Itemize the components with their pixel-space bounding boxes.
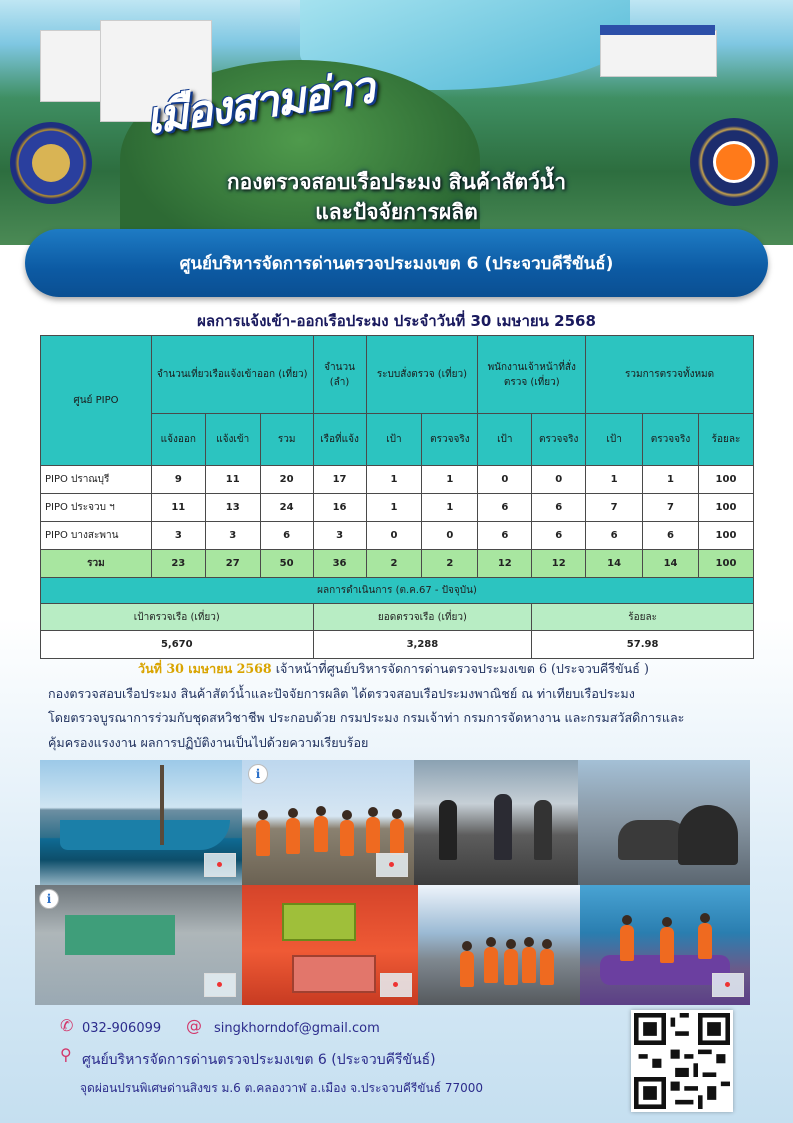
sub-header: เป้า bbox=[586, 414, 643, 466]
cell: 3 bbox=[313, 522, 366, 550]
cell: 1 bbox=[643, 466, 699, 494]
phone-icon: ✆ bbox=[60, 1016, 74, 1035]
photo-boat-deck bbox=[580, 885, 750, 1005]
info-icon: i bbox=[39, 889, 59, 909]
sub-header: ตรวจจริง bbox=[422, 414, 478, 466]
cell: 14 bbox=[643, 550, 699, 578]
qr-code-pattern bbox=[634, 1013, 730, 1109]
cell: 6 bbox=[586, 522, 643, 550]
cell: 0 bbox=[478, 466, 532, 494]
cell: 17 bbox=[313, 466, 366, 494]
total-row bbox=[41, 550, 754, 578]
cell: 24 bbox=[260, 494, 313, 522]
cell: 27 bbox=[205, 550, 260, 578]
cell: 50 bbox=[260, 550, 313, 578]
cell: 1 bbox=[366, 466, 422, 494]
results-value-inspected: 3,288 bbox=[313, 631, 532, 659]
total-label: รวม bbox=[41, 550, 152, 578]
location-stamp bbox=[204, 973, 236, 997]
hotel-building bbox=[600, 30, 717, 77]
photo-team-on-pier bbox=[418, 885, 580, 1005]
paragraph-line: โดยตรวจบูรณาการร่วมกับชุดสหวิชาชีพ ประกอบด้วย กรมประมง กรมเจ้าท่า กรมการจัดหางาน และกรมสวัสดิการและ bbox=[48, 710, 685, 725]
cell: 0 bbox=[532, 466, 586, 494]
hotel-roof bbox=[600, 25, 715, 35]
cell: 13 bbox=[205, 494, 260, 522]
row-name: PIPO ปราณบุรี bbox=[41, 466, 152, 494]
photo-officers-group bbox=[242, 760, 414, 885]
cell: 12 bbox=[478, 550, 532, 578]
office-address: จุดผ่อนปรนพิเศษด่านสิงขร ม.6 ต.คลองวาฬ อ.เมือง จ.ประจวบคีรีขันธ์ 77000 bbox=[80, 1081, 484, 1095]
paragraph-text: เจ้าหน้าที่ศูนย์บริหารจัดการด่านตรวจประมงเขต 6 (ประจวบคีรีขันธ์ ) bbox=[271, 661, 649, 676]
photo-catch-crates bbox=[242, 885, 418, 1005]
sub-header: ตรวจจริง bbox=[532, 414, 586, 466]
row-name: PIPO บางสะพาน bbox=[41, 522, 152, 550]
email-icon: @ bbox=[186, 1016, 202, 1035]
cell: 0 bbox=[366, 522, 422, 550]
cell: 6 bbox=[643, 522, 699, 550]
daily-report-table bbox=[40, 335, 754, 659]
cell: 20 bbox=[260, 466, 313, 494]
table-row bbox=[41, 522, 754, 550]
cell: 11 bbox=[151, 494, 205, 522]
script-logo-text: เมืองสามอ่าว bbox=[142, 62, 376, 145]
cell: 6 bbox=[532, 494, 586, 522]
results-header-inspected: ยอดตรวจเรือ (เที่ยว) bbox=[313, 604, 532, 631]
cell: 12 bbox=[532, 550, 586, 578]
cell: 2 bbox=[422, 550, 478, 578]
cell: 6 bbox=[478, 522, 532, 550]
sub-header: แจ้งเข้า bbox=[205, 414, 260, 466]
col-header-vessels: จำนวน (ลำ) bbox=[313, 336, 366, 414]
cell: 23 bbox=[151, 550, 205, 578]
sub-header: เรือที่แจ้ง bbox=[313, 414, 366, 466]
table-row bbox=[41, 466, 754, 494]
col-header-officer: พนักงานเจ้าหน้าที่สั่งตรวจ (เที่ยว) bbox=[478, 336, 586, 414]
photo-document-check bbox=[578, 760, 750, 885]
cell: 7 bbox=[586, 494, 643, 522]
photo-pier-inspection bbox=[414, 760, 578, 885]
cell: 100 bbox=[698, 466, 753, 494]
cell: 3 bbox=[205, 522, 260, 550]
photo-fishing-boat bbox=[40, 760, 242, 885]
location-pin-icon: ⚲ bbox=[60, 1045, 72, 1064]
col-header-notify: จำนวนเที่ยวเรือแจ้งเข้าออก (เที่ยว) bbox=[151, 336, 313, 414]
photo-fish-hold bbox=[35, 885, 242, 1005]
email-address[interactable]: singkhorndof@gmail.com bbox=[214, 1021, 380, 1036]
location-stamp bbox=[712, 973, 744, 997]
paragraph-line: กองตรวจสอบเรือประมง สินค้าสัตว์น้ำและปัจจัยการผลิต ได้ตรวจสอบเรือประมงพาณิชย์ ณ ท่าเทียบเรือประมง bbox=[48, 685, 635, 701]
col-header-total: รวมการตรวจทั้งหมด bbox=[586, 336, 754, 414]
col-header-system: ระบบสั่งตรวจ (เที่ยว) bbox=[366, 336, 478, 414]
cell: 1 bbox=[366, 494, 422, 522]
paragraph-line bbox=[48, 657, 758, 682]
cell: 9 bbox=[151, 466, 205, 494]
center-name-banner: ศูนย์บริหารจัดการด่านตรวจประมงเขต 6 (ประจวบคีรีขันธ์) bbox=[25, 229, 768, 297]
results-header-target: เป้าตรวจเรือ (เที่ยว) bbox=[41, 604, 314, 631]
cell: 100 bbox=[698, 494, 753, 522]
cell: 16 bbox=[313, 494, 366, 522]
cell: 6 bbox=[532, 522, 586, 550]
cell: 3 bbox=[151, 522, 205, 550]
phone-number[interactable]: 032-906099 bbox=[82, 1021, 162, 1036]
cell: 14 bbox=[586, 550, 643, 578]
sub-header: รวม bbox=[260, 414, 313, 466]
office-name: ศูนย์บริหารจัดการด่านตรวจประมงเขต 6 (ประจวบคีรีขันธ์) bbox=[82, 1052, 436, 1068]
sub-header: ตรวจจริง bbox=[643, 414, 699, 466]
cell: 0 bbox=[422, 522, 478, 550]
col-header-center: ศูนย์ PIPO bbox=[41, 336, 152, 466]
table-row bbox=[41, 494, 754, 522]
location-stamp bbox=[204, 853, 236, 877]
cell: 100 bbox=[698, 522, 753, 550]
cell: 1 bbox=[586, 466, 643, 494]
cell: 36 bbox=[313, 550, 366, 578]
sub-header: เป้า bbox=[478, 414, 532, 466]
cell: 1 bbox=[422, 466, 478, 494]
report-title: ผลการแจ้งเข้า-ออกเรือประมง ประจำวันที่ 30 เมษายน 2568 bbox=[197, 312, 596, 330]
cell: 11 bbox=[205, 466, 260, 494]
header-banner-photo bbox=[0, 0, 793, 245]
header-title-line2: และปัจจัยการผลิต bbox=[315, 200, 478, 224]
sub-header: ร้อยละ bbox=[698, 414, 753, 466]
location-stamp bbox=[376, 853, 408, 877]
header-title-line1: กองตรวจสอบเรือประมง สินค้าสัตว์น้ำ bbox=[226, 170, 567, 194]
results-header-percent: ร้อยละ bbox=[532, 604, 754, 631]
sub-header: แจ้งออก bbox=[151, 414, 205, 466]
results-value-target: 5,670 bbox=[41, 631, 314, 659]
cell: 7 bbox=[643, 494, 699, 522]
report-paragraph bbox=[48, 657, 758, 755]
location-stamp bbox=[380, 973, 412, 997]
qr-code[interactable] bbox=[631, 1010, 733, 1112]
info-icon: i bbox=[248, 764, 268, 784]
results-title: ผลการดำเนินการ (ต.ค.67 - ปัจจุบัน) bbox=[41, 578, 754, 604]
sub-header: เป้า bbox=[366, 414, 422, 466]
cell: 6 bbox=[478, 494, 532, 522]
row-name: PIPO ประจวบ ฯ bbox=[41, 494, 152, 522]
paragraph-line: คุ้มครองแรงงาน ผลการปฏิบัติงานเป็นไปด้วยความเรียบร้อย bbox=[48, 734, 369, 750]
report-date: วันที่ 30 เมษายน 2568 bbox=[138, 661, 272, 676]
cell: 100 bbox=[698, 550, 753, 578]
cell: 1 bbox=[422, 494, 478, 522]
cell: 2 bbox=[366, 550, 422, 578]
results-value-percent: 57.98 bbox=[532, 631, 754, 659]
cell: 6 bbox=[260, 522, 313, 550]
